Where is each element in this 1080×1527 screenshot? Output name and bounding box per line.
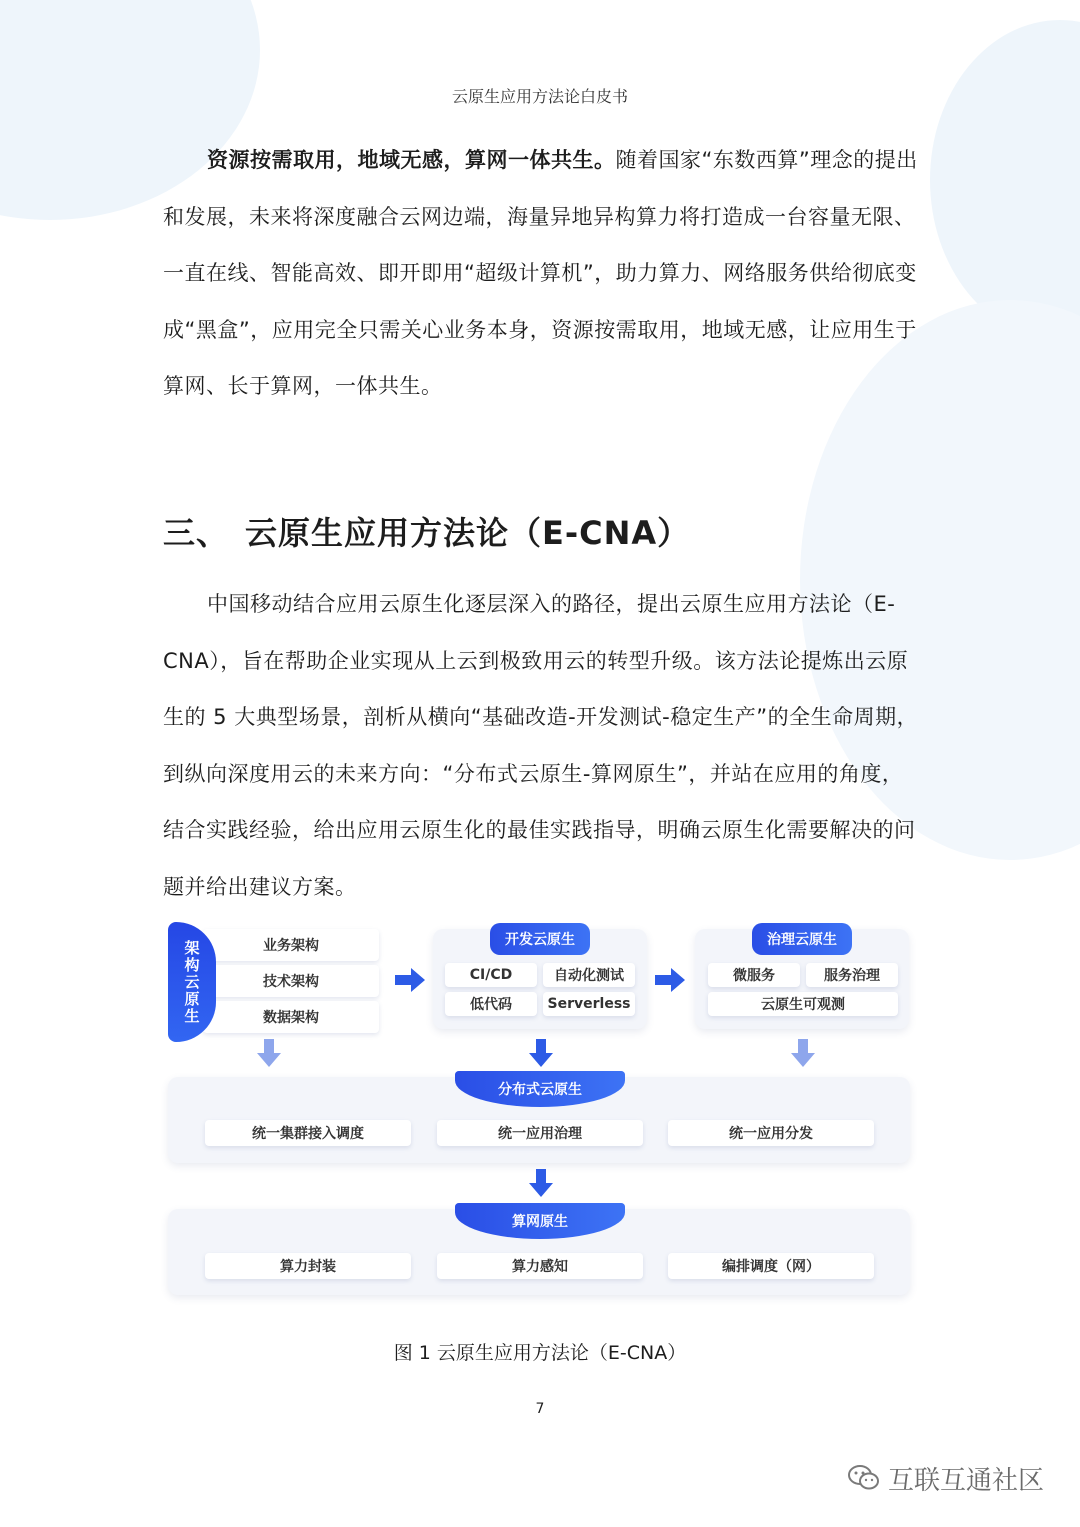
- arch-cloud-native-tab: 架构云原生: [168, 922, 216, 1042]
- running-header: 云原生应用方法论白皮书: [451, 87, 628, 106]
- distributed-item-app-distribution: 统一应用分发: [668, 1120, 874, 1146]
- dev-cloud-native-label: 开发云原生: [490, 923, 590, 955]
- down-arrow-icon: [529, 1169, 553, 1197]
- down-arrow-icon: [529, 1039, 553, 1067]
- arch-item-data: 数据架构: [203, 1001, 379, 1033]
- distributed-cloud-native-label: 分布式云原生: [455, 1071, 625, 1107]
- network-item-compute-encapsulation: 算力封装: [205, 1253, 411, 1279]
- section-number: 三、: [163, 514, 230, 552]
- ecna-diagram: [165, 915, 915, 1305]
- watermark-text: 互联互通社区: [888, 1465, 1045, 1496]
- section-heading: [163, 508, 690, 554]
- watermark: [848, 1458, 1044, 1498]
- dev-item-serverless: Serverless: [543, 992, 635, 1016]
- network-item-orchestration: 编排调度（网）: [668, 1253, 874, 1279]
- background-shape-top-right: [930, 20, 1080, 340]
- wechat-icon: [848, 1464, 880, 1492]
- section-title: 云原生应用方法论（E-CNA）: [245, 514, 691, 552]
- intro-lead: 资源按需取用，地域无感，算网一体共生。: [207, 148, 616, 172]
- arch-item-technical: 技术架构: [203, 965, 379, 997]
- gov-item-service-governance: 服务治理: [806, 963, 898, 987]
- figure-caption: 图 1 云原生应用方法论（E-CNA）: [393, 1342, 687, 1364]
- right-arrow-icon: [395, 968, 425, 992]
- distributed-item-cluster-scheduling: 统一集群接入调度: [205, 1120, 411, 1146]
- dev-item-autotest: 自动化测试: [543, 963, 635, 987]
- distributed-item-app-governance: 统一应用治理: [437, 1120, 643, 1146]
- gov-cloud-native-label: 治理云原生: [752, 923, 852, 955]
- down-arrow-icon: [257, 1039, 281, 1067]
- body-paragraph: 中国移动结合应用云原生化逐层深入的路径，提出云原生应用方法论（E-CNA），旨在帮助企业实现从上云到极致用云的转型升级。该方法论提炼出云原生的 5 大典型场景，剖析从横向“基础改造-开发测试-稳定生产”的全生命周期，到纵向深度用云的未来方向：“分布式云原生-算网原生”，并站在应用的角度，结合实践经验，给出应用云原生化的最佳实践指导，明确云原生化需要解决的问题并给出建议方案。: [163, 592, 919, 899]
- gov-item-microservice: 微服务: [708, 963, 800, 987]
- right-arrow-icon: [655, 968, 685, 992]
- network-native-label: 算网原生: [455, 1203, 625, 1239]
- intro-paragraph: [163, 132, 923, 415]
- arch-item-business: 业务架构: [203, 929, 379, 961]
- dev-item-cicd: CI/CD: [445, 963, 537, 987]
- network-item-compute-awareness: 算力感知: [437, 1253, 643, 1279]
- down-arrow-icon: [791, 1039, 815, 1067]
- gov-item-observability: 云原生可观测: [708, 992, 898, 1016]
- intro-text: 随着国家“东数西算”理念的提出和发展，未来将深度融合云网边端，海量异地异构算力将打造成一台容量无限、一直在线、智能高效、即开即用“超级计算机”，助力算力、网络服务供给彻底变成“黑盒”，应用完全只需关心业务本身，资源按需取用，地域无感，让应用生于算网、长于算网，一体共生。: [163, 148, 918, 398]
- page-number: 7: [535, 1401, 545, 1417]
- dev-item-lowcode: 低代码: [445, 992, 537, 1016]
